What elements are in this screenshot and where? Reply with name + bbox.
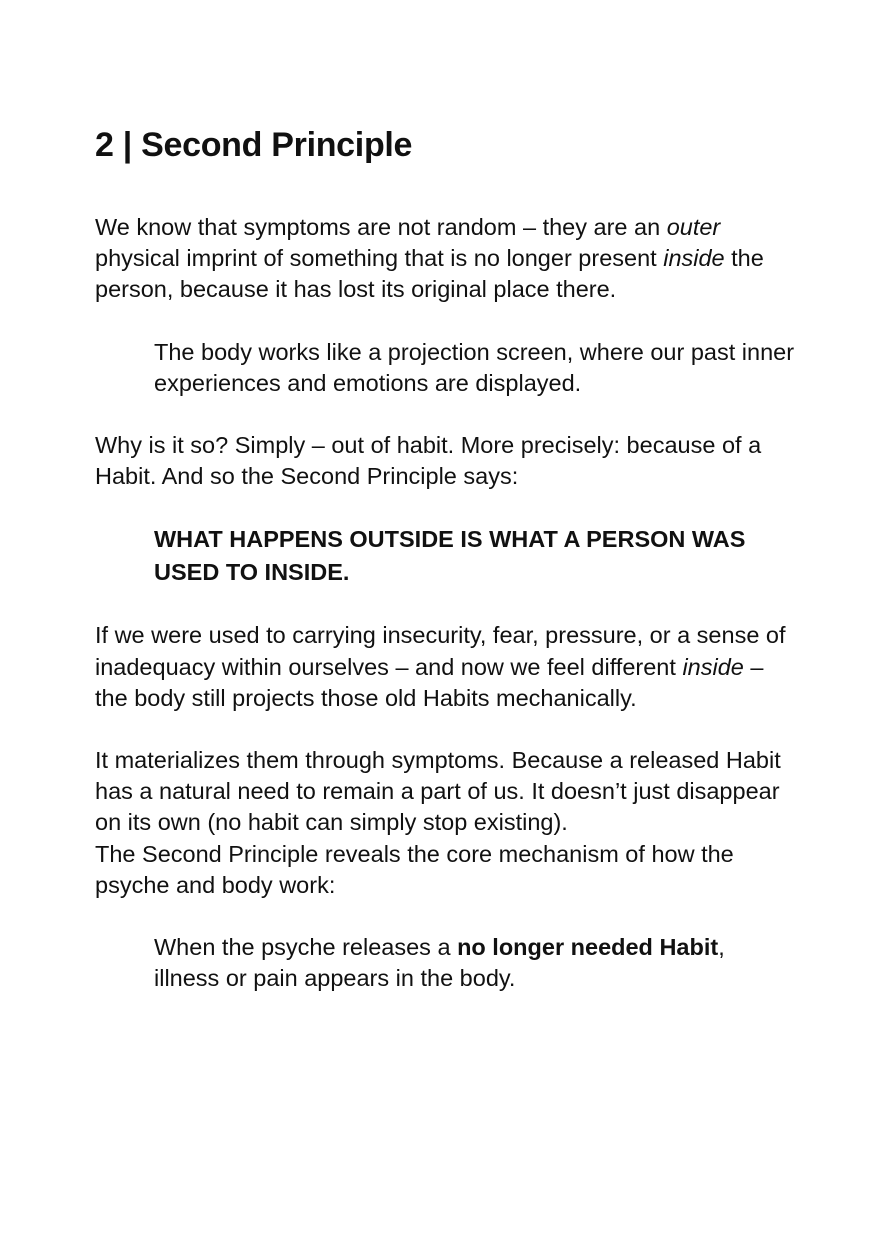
paragraph-symptoms-text-3: the person, because it has lost its original place there. (95, 245, 764, 303)
paragraph-habit: Why is it so? Simply – out of habit. More precisely: because of a Habit. And so the Second Principle says: (95, 432, 762, 490)
quote-release-text-2: , illness or pain appears in the body. (154, 934, 725, 992)
second-principle-statement: WHAT HAPPENS OUTSIDE IS WHAT A PERSON WAS USED TO INSIDE. (154, 526, 746, 586)
paragraph-materializes: It materializes them through symptoms. Because a released Habit has a natural need to remain a part of us. It doesn’t just disappear on its own (no habit can simply stop existing). (95, 747, 781, 836)
paragraph-symptoms-text-1: We know that symptoms are not random – they are an (95, 214, 667, 240)
paragraph-old-habits-text-2: – the body still projects those old Habits mechanically. (95, 653, 764, 711)
paragraph-mechanism: The Second Principle reveals the core mechanism of how the psyche and body work: (95, 840, 734, 898)
paragraph-old-habits (95, 620, 795, 714)
paragraph-symptoms (95, 212, 795, 306)
indented-quote-projection: The body works like a projection screen, where our past inner experiences and emotions are displayed. (154, 338, 795, 396)
quote-release-text-1: When the psyche releases a (154, 934, 458, 961)
paragraph-symptoms-text-2: physical imprint of something that is no longer present (95, 245, 664, 272)
emphasis-inside: inside (663, 245, 725, 272)
paragraph-old-habits-text-1: If we were used to carrying insecurity, fear, pressure, or a sense of inadequacy within ourselves – and now we feel different (95, 622, 786, 680)
indented-quote-release (154, 932, 795, 994)
emphasis-inside-2: inside (682, 653, 744, 680)
chapter-title: 2 | Second Principle (95, 126, 413, 164)
emphasis-outer: outer (666, 214, 721, 240)
emphasis-no-longer-needed-habit: no longer needed Habit (457, 934, 719, 961)
